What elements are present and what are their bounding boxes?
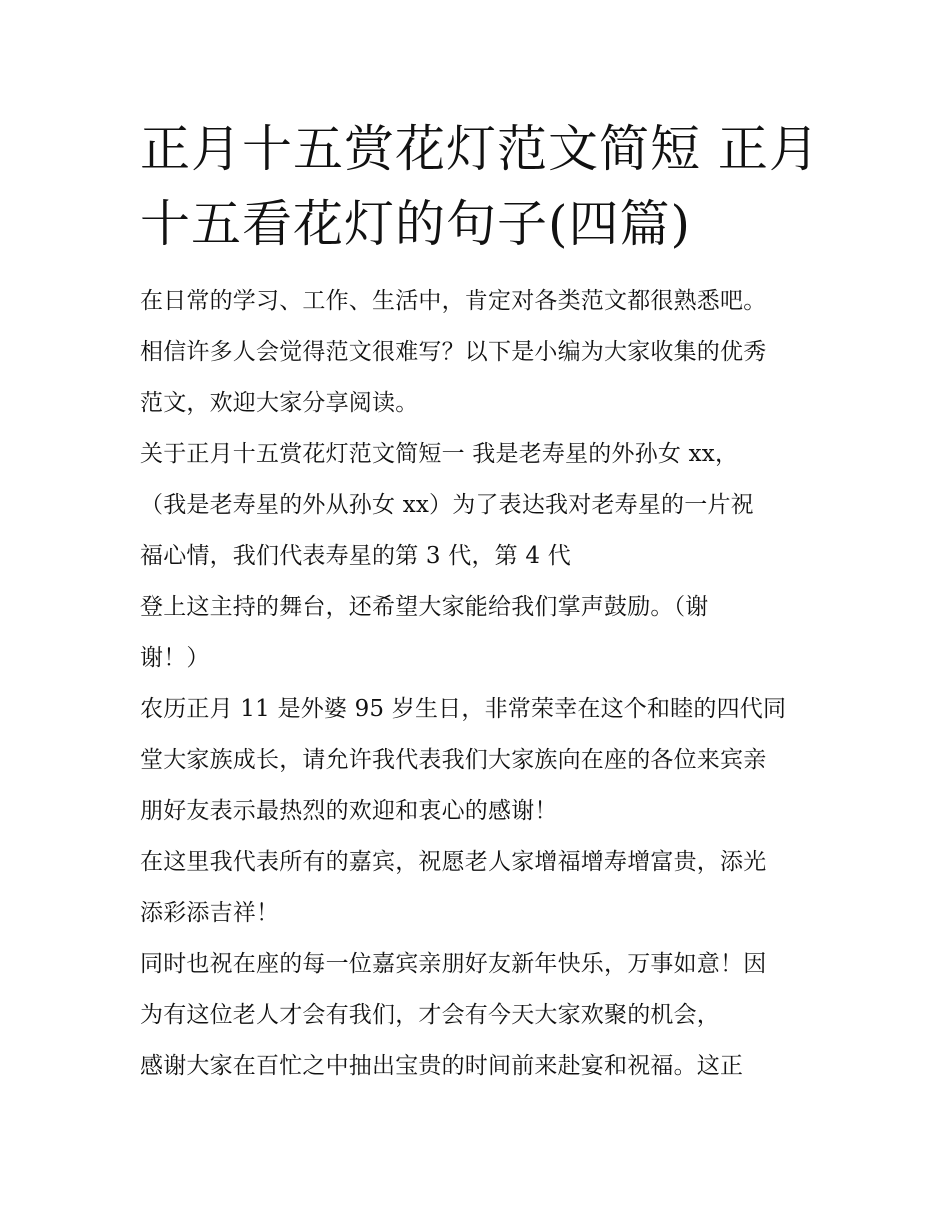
body-line: 范文，欢迎大家分享阅读。: [140, 390, 419, 416]
body-line: （我是老寿星的外从孙女 xx）为了表达我对老寿星的一片祝: [140, 492, 754, 518]
body-line: 添彩添吉祥！: [140, 900, 280, 926]
body-line: 谢！）: [140, 645, 210, 671]
body-line: 福心情，我们代表寿星的第 3 代，第 4 代: [140, 543, 571, 569]
body-line: 农历正月 11 是外婆 95 岁生日，非常荣幸在这个和睦的四代同: [140, 696, 787, 722]
body-line: 朋好友表示最热烈的欢迎和衷心的感谢！: [140, 798, 558, 824]
body-line: 相信许多人会觉得范文很难写？以下是小编为大家收集的优秀: [140, 339, 767, 365]
body-line: 为有这位老人才会有我们，才会有今天大家欢聚的机会，: [140, 1002, 720, 1028]
document-title: 正月十五赏花灯范文简短 正月十五看花灯的句子(四篇): [140, 120, 820, 253]
body-line: 在这里我代表所有的嘉宾，祝愿老人家增福增寿增富贵，添光: [140, 849, 767, 875]
document-body: [140, 276, 820, 1092]
body-line: 在日常的学习、工作、生活中，肯定对各类范文都很熟悉吧。: [140, 288, 767, 314]
body-line: 关于正月十五赏花灯范文简短一 我是老寿星的外孙女 xx，: [140, 441, 739, 467]
body-line: 堂大家族成长，请允许我代表我们大家族向在座的各位来宾亲: [140, 747, 767, 773]
body-line: 同时也祝在座的每一位嘉宾亲朋好友新年快乐，万事如意！因: [140, 951, 767, 977]
body-line: 感谢大家在百忙之中抽出宝贵的时间前来赴宴和祝福。这正: [140, 1053, 744, 1079]
body-line: 登上这主持的舞台，还希望大家能给我们掌声鼓励。（谢: [140, 594, 709, 620]
